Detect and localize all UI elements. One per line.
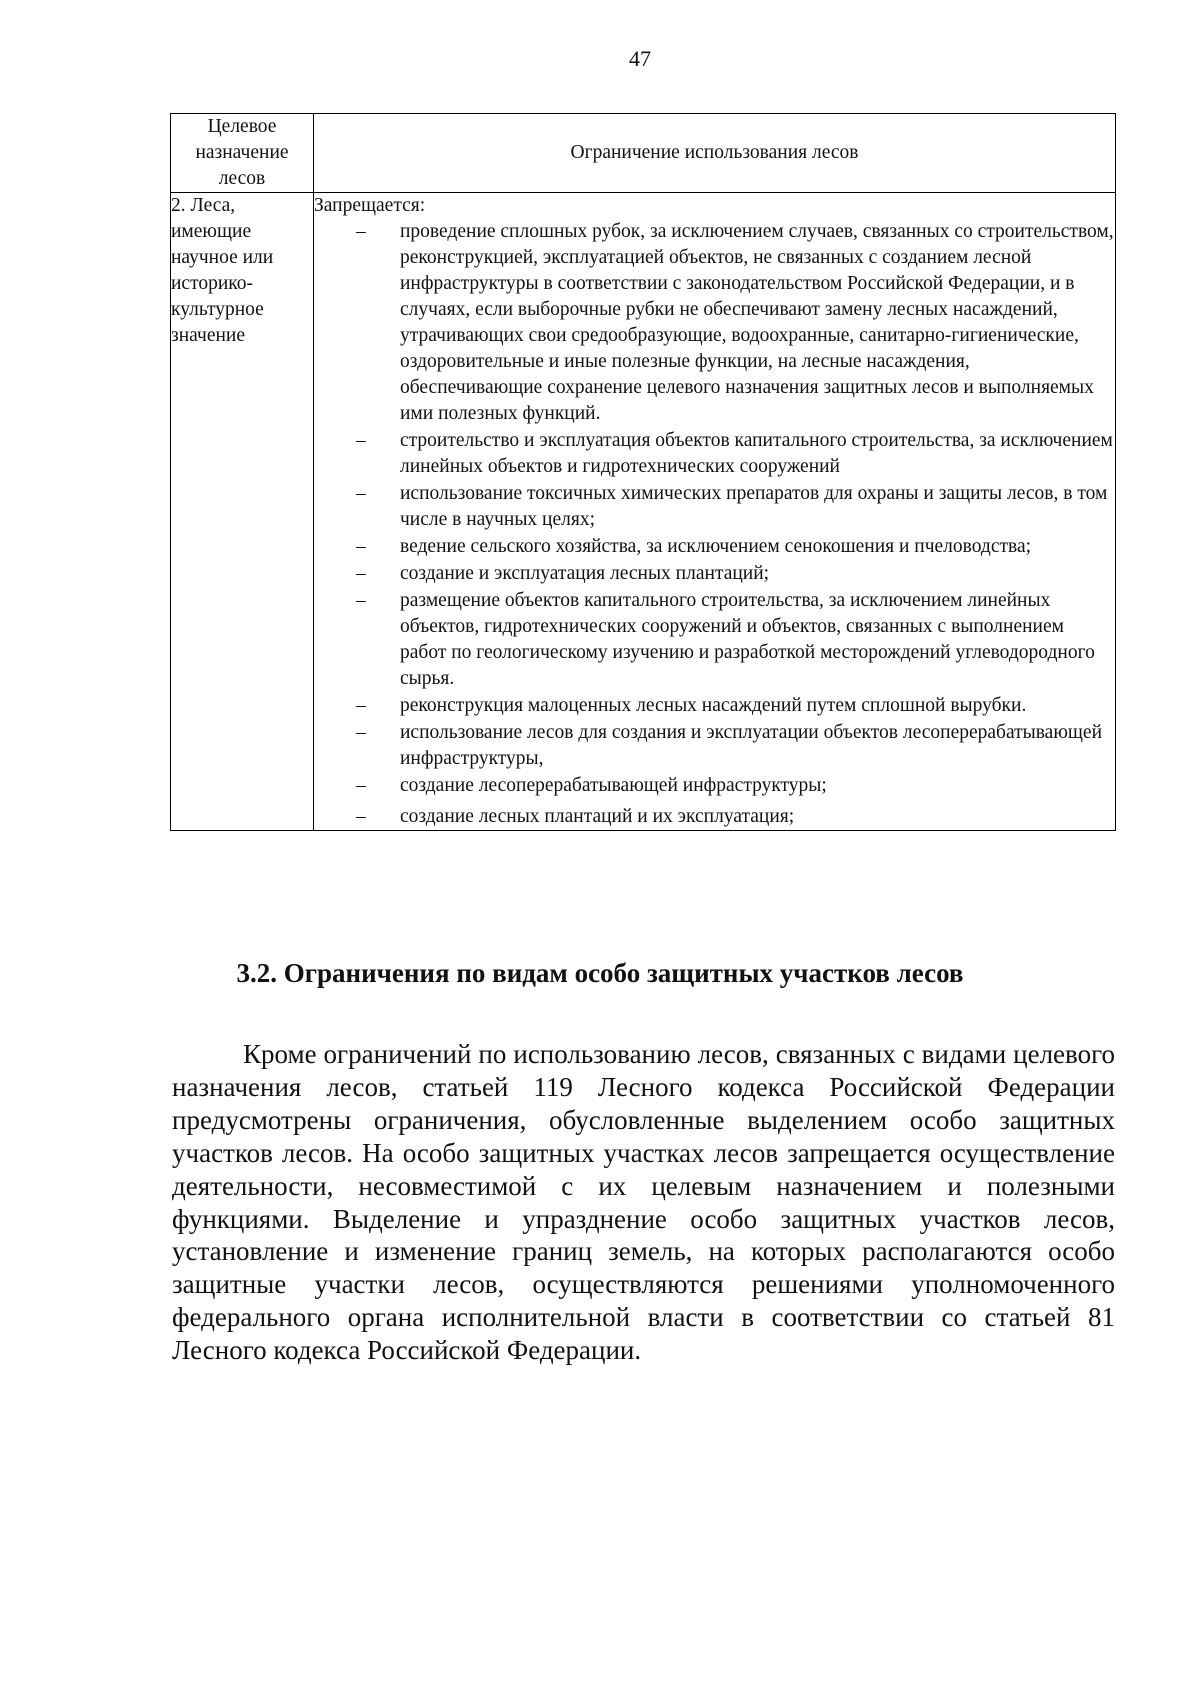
header-purpose: Целевое назначение лесов [171,114,314,193]
list-item-text: использование токсичных химических препаратов для охраны и защиты лесов, в том числе в научных целях; [400,483,1108,530]
list-item-text: создание лесных плантаций и их эксплуатация; [400,806,795,827]
list-item [314,428,1115,480]
dash-marker: – [356,722,366,743]
dash-marker: – [356,775,366,796]
prohibited-intro: Запрещается: [314,195,426,216]
dash-marker: – [356,590,366,611]
list-item [314,693,1115,719]
list-item-text: ведение сельского хозяйства, за исключением сенокошения и пчеловодства; [400,536,1032,557]
list-item [314,804,1115,830]
list-item [314,561,1115,587]
section-heading: 3.2. Ограничения по видам особо защитных участков лесов [236,958,964,988]
dash-marker: – [356,483,366,504]
table-row [171,193,1116,831]
dash-marker: – [356,563,366,584]
restriction-cell [314,193,1116,831]
list-item-text: использование лесов для создания и эксплуатации объектов лесоперерабатывающей инфраструктуры, [400,722,1103,769]
page-number: 47 [629,46,651,71]
list-item-text: создание и эксплуатация лесных плантаций; [400,563,770,584]
dash-marker: – [356,536,366,557]
header-restriction: Ограничение использования лесов [314,114,1116,193]
list-item [314,720,1115,772]
dash-marker: – [356,221,366,242]
list-item-text: создание лесоперерабатывающей инфраструктуры; [400,775,827,796]
list-item [314,219,1115,427]
list-item-text: размещение объектов капитального строительства, за исключением линейных объектов, гидротехнических сооружений и объектов, связанных с выполнением работ по геологическому изучению и разработкой месторождений углеводородного сырья. [400,590,1095,689]
list-item [314,773,1115,799]
restrictions-table [170,113,1116,831]
purpose-cell: 2. Леса, имеющие научное или историко-культурное значение [171,193,314,831]
list-item [314,534,1115,560]
table-header-row [171,114,1116,193]
list-item-text: проведение сплошных рубок, за исключением случаев, связанных со строительством, реконструкцией, эксплуатацией объектов, не связанных с созданием лесной инфраструктуры в соответствии с законодательством Российской Федерации, и в случаях, если выборочные рубки не обеспечивают замену лесных насаждений, утрачивающих свои средообразующие, водоохранные, санитарно-гигиенические, оздоровительные и иные полезные функции, на лесные насаждения, обеспечивающие сохранение целевого назначения защитных лесов и выполняемых ими полезных функций. [400,221,1114,424]
dash-marker: – [356,430,366,451]
list-item [314,588,1115,692]
list-item-text: реконструкция малоценных лесных насаждений путем сплошной вырубки. [400,695,1027,716]
body-paragraph: Кроме ограничений по использованию лесов, связанных с видами целевого назначения лесов, статьей 119 Лесного кодекса Российской Федерации предусмотрены ограничения, обусловленные выделением особо защитных участков лесов. На особо защитных участках лесов запрещается осуществление деятельности, несовместимой с их целевым назначением и полезными функциями. Выделение и упразднение особо защитных участков лесов, установление и изменение границ земель, на которых располагаются особо защитные участки лесов, осуществляются решениями уполномоченного федерального органа исполнительной власти в соответствии со статьей 81 Лесного кодекса Российской Федерации. [172,1039,1115,1366]
list-item [314,481,1115,533]
restriction-list [314,219,1115,830]
dash-marker: – [356,695,366,716]
dash-marker: – [356,806,366,827]
list-item-text: строительство и эксплуатация объектов капитального строительства, за исключением линейных объектов и гидротехнических сооружений [400,430,1113,477]
